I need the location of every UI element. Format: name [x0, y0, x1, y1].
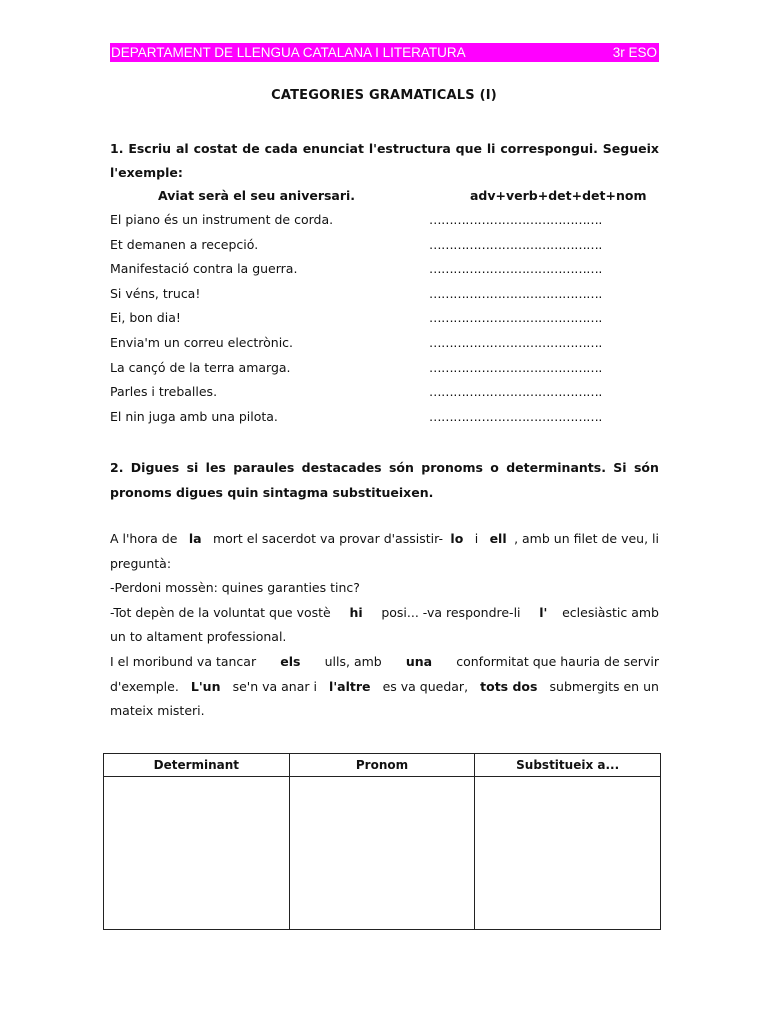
sentence-text: Envia'm un correu electrònic.: [110, 334, 294, 350]
sentence-row: [110, 233, 659, 258]
answer-blank: …………………………………….: [429, 310, 602, 326]
instruction-word: que: [455, 141, 482, 156]
instruction-word: cada: [264, 141, 298, 156]
passage-line: [110, 675, 659, 700]
answer-table: [103, 753, 661, 930]
instruction-word: o: [490, 460, 499, 475]
passage-text: d'exemple.: [110, 678, 183, 694]
sentence-row: [110, 331, 659, 356]
answer-blank: …………………………………….: [429, 384, 602, 400]
instruction-word: Si: [613, 460, 627, 475]
pronom-answer-cell[interactable]: [289, 777, 475, 930]
highlighted-word: hi: [349, 604, 363, 620]
instruction-word: són: [388, 460, 414, 475]
passage-text: submergits en un: [545, 678, 659, 694]
passage-line: [110, 650, 659, 675]
example-sentence: Aviat serà el seu aniversari.: [158, 188, 356, 203]
passage-text: mort el sacerdot va provar d'assistir-: [208, 531, 443, 546]
passage-line: -Perdoni mossèn: quines garanties tinc?: [110, 580, 360, 596]
sentence-list: [110, 208, 659, 429]
instruction-word: destacades: [301, 460, 382, 475]
highlighted-word: tots dos: [480, 678, 538, 694]
passage-text: es va quedar,: [378, 678, 473, 694]
instruction-word: Segueix: [602, 141, 659, 156]
highlighted-word: lo: [450, 531, 464, 546]
sentence-text: Ei, bon dia!: [110, 310, 181, 326]
sentence-row: [110, 306, 659, 331]
passage-line: [110, 527, 659, 552]
highlighted-word: l'altre: [329, 678, 371, 694]
instruction-word: pronoms: [421, 460, 483, 475]
instruction-word: al: [175, 141, 189, 156]
sentence-text: Si véns, truca!: [110, 285, 201, 301]
sentence-row: [110, 208, 659, 233]
passage-text: ulls, amb: [320, 653, 386, 669]
passage-text: posi... -va respondre-li: [377, 604, 525, 620]
sentence-text: Et demanen a recepció.: [110, 236, 259, 252]
instruction-word: li: [486, 141, 496, 156]
header-bar: [110, 43, 659, 62]
table-row: [104, 777, 661, 930]
highlighted-word: els: [280, 653, 301, 669]
sentence-row: [110, 356, 659, 381]
instruction-word: costat: [193, 141, 238, 156]
answer-blank: …………………………………….: [429, 236, 602, 252]
instruction-word: correspongui.: [500, 141, 598, 156]
instruction-word: si: [186, 460, 199, 475]
answer-blank: …………………………………….: [429, 359, 602, 375]
passage-text: i: [470, 531, 483, 546]
page-title: CATEGORIES GRAMATICALS (I): [271, 88, 497, 103]
highlighted-word: L'un: [190, 678, 221, 694]
passage: [110, 527, 659, 724]
instruction-word: paraules: [233, 460, 295, 475]
highlighted-word: una: [405, 653, 433, 669]
instruction-word: determinants.: [506, 460, 606, 475]
determinant-answer-cell[interactable]: [104, 777, 290, 930]
column-header-substitueix: Substitueix a...: [475, 754, 661, 777]
instruction-word: de: [242, 141, 260, 156]
instruction-word: Escriu: [128, 141, 172, 156]
substitueix-answer-cell[interactable]: [475, 777, 661, 930]
example-structure: adv+verb+det+det+nom: [470, 188, 647, 203]
passage-text: I el moribund va tancar: [110, 653, 261, 669]
exercise1-instruction: [110, 137, 659, 185]
sentence-text: Parles i treballes.: [110, 384, 218, 400]
answer-blank: …………………………………….: [429, 212, 602, 227]
sentence-text: La cançó de la terra amarga.: [110, 359, 291, 375]
instruction-word: 2.: [110, 460, 124, 475]
passage-line: un to altament professional.: [110, 629, 287, 645]
answer-blank: …………………………………….: [429, 285, 602, 301]
highlighted-word: la: [188, 531, 202, 546]
passage-line: preguntà:: [110, 555, 172, 571]
table-header-row: [104, 754, 661, 777]
answer-blank: …………………………………….: [429, 261, 602, 277]
instruction-word: 1.: [110, 141, 124, 156]
exercise1-example: [110, 184, 659, 208]
sentence-row: [110, 380, 659, 405]
exercise1-instruction-line2: l'exemple:: [110, 165, 183, 180]
instruction-word: les: [205, 460, 226, 475]
course-level: 3r ESO: [612, 45, 657, 60]
highlighted-word: ell: [489, 531, 507, 546]
instruction-word: són: [633, 460, 659, 475]
sentence-text: Manifestació contra la guerra.: [110, 261, 298, 277]
passage-text: se'n va anar i: [228, 678, 321, 694]
passage-text: , amb un filet de veu, li: [514, 531, 659, 546]
sentence-row: [110, 282, 659, 307]
highlighted-word: l': [539, 604, 548, 620]
passage-text: -Tot depèn de la voluntat que vostè: [110, 604, 335, 620]
sentence-text: El nin juga amb una pilota.: [110, 408, 278, 424]
department-name: DEPARTAMENT DE LLENGUA CATALANA I LITERATURA: [111, 45, 466, 60]
passage-line: [110, 601, 659, 626]
passage-text: A l'hora de: [110, 531, 182, 546]
passage-text: conformitat que hauria de servir: [452, 653, 659, 669]
sentence-text: El piano és un instrument de corda.: [110, 212, 334, 227]
sentence-row: [110, 405, 659, 430]
column-header-determinant: Determinant: [104, 754, 290, 777]
instruction-word: Digues: [130, 460, 180, 475]
instruction-word: l'estructura: [368, 141, 451, 156]
answer-blank: …………………………………….: [429, 408, 602, 424]
column-header-pronom: Pronom: [289, 754, 475, 777]
exercise2-instruction: [110, 455, 659, 505]
exercise2-instruction-line2: pronoms digues quin sintagma substitueixen.: [110, 485, 434, 500]
exercise1-instruction-line1: [110, 137, 659, 161]
exercise2-instruction-line1: [110, 455, 659, 480]
sentence-row: [110, 257, 659, 282]
answer-blank: …………………………………….: [429, 334, 602, 350]
instruction-word: enunciat: [302, 141, 364, 156]
passage-line: mateix misteri.: [110, 703, 205, 719]
passage-text: eclesiàstic amb: [562, 604, 659, 620]
